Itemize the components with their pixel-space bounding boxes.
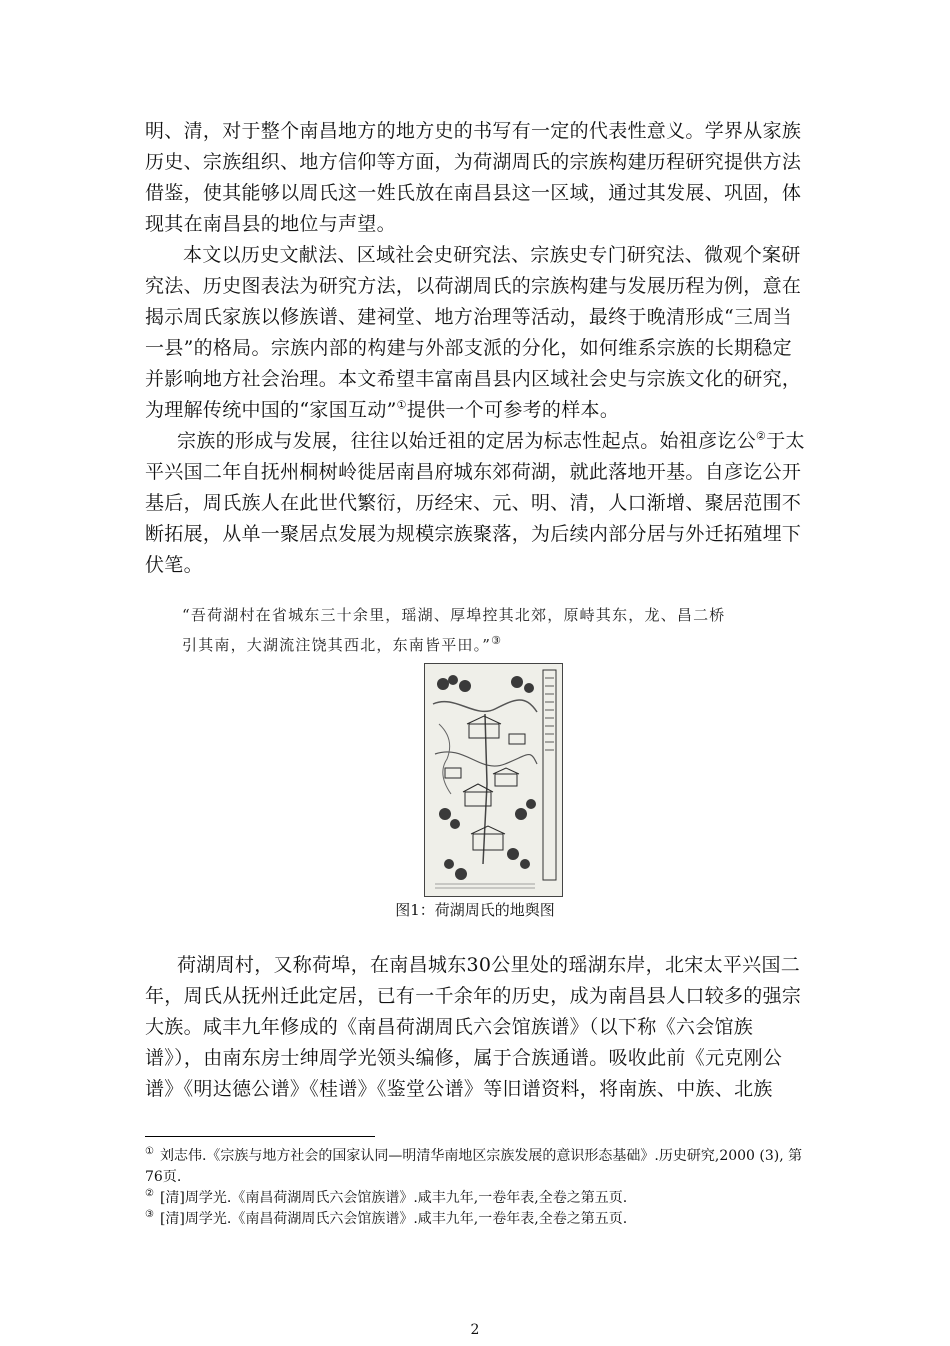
paragraph-3-text-b: 于太平兴国二年自抚州桐树岭徙居南昌府城东郊荷湖，就此落地开基。自彦讫公开基后，周氏族人在此世代繁衍，历经宋、元、明、清，人口渐增、聚居范围不断拓展，从单一聚居点发展为规模宗族聚落，为后续内部分居与外迁拓殖埋下伏笔。 [145,430,805,576]
map-illustration [425,664,562,896]
paragraph-4: 荷湖周村，又称荷埠，在南昌城东30公里处的瑶湖东岸，北宋太平兴国二年，周氏从抚州迁此定居，已有一千余年的历史，成为南昌县人口较多的强宗大族。咸丰九年修成的《南昌荷湖周氏六会馆族谱》（以下称《六会馆族谱》），由南东房士绅周学光领头编修，属于合族通谱。吸收此前《元克刚公谱》《明达德公谱》《桂谱》《鉴堂公谱》等旧谱资料，将南族、中族、北族 [145,954,802,1100]
footnote-separator [145,1136,375,1137]
footnote-1-mark: ① [145,1146,154,1158]
paragraph-3 [145,426,805,581]
quote-line-1: “吾荷湖村在省城东三十余里，瑶湖、厚埠控其北郊，原峙其东，龙、昌二桥 [182,606,726,624]
footnote-1 [145,1146,810,1188]
footnote-ref-3[interactable]: ③ [491,634,503,647]
footnote-2-mark: ② [145,1188,154,1200]
paragraph-1: 明、清，对于整个南昌地方的地方史的书写有一定的代表性意义。学界从家族历史、宗族组织、地方信仰等方面，为荷湖周氏的宗族构建历程研究提供方法借鉴，使其能够以周氏这一姓氏放在南昌县这一区域，通过其发展、巩固，体现其在南昌县的地位与声望。 [145,120,802,235]
footnote-3-mark: ③ [145,1209,154,1221]
village-map-image [424,663,563,897]
paragraph-2-text-a: 本文以历史文献法、区域社会史研究法、宗族史专门研究法、微观个案研究法、历史图表法为研究方法，以荷湖周氏的宗族构建与发展历程为例，意在揭示周氏家族以修族谱、建祠堂、地方治理等活动，最终于晚清形成“三周当一县”的格局。宗族内部的构建与外部支派的分化，如何维系宗族的长期稳定并影响地方社会治理。本文希望丰富南昌县内区域社会史与宗族文化的研究，为理解传统中国的“家国互动” [145,244,802,421]
footnote-2-text: [清]周学光.《南昌荷湖周氏六会馆族谱》.咸丰九年,一卷年表,全卷之第五页. [159,1190,628,1206]
page-number: 2 [470,1322,480,1338]
footnote-ref-1[interactable]: ① [396,398,407,412]
footnote-3-text: [清]周学光.《南昌荷湖周氏六会馆族谱》.咸丰九年,一卷年表,全卷之第五页. [159,1211,628,1227]
figure-caption: 图1：荷湖周氏的地舆图 [395,901,555,919]
footnote-3 [145,1209,810,1230]
paragraph-2-text-b: 提供一个可参考的样本。 [406,399,620,421]
quote-line-2 [182,630,802,660]
footnote-ref-2[interactable]: ② [756,429,767,443]
footnote-2 [145,1188,810,1209]
quote-line-2-text: 引其南，大湖流注饶其西北，东南皆平田。” [182,636,492,654]
block-quote [182,600,802,660]
paragraph-2 [145,240,805,426]
paragraph-3-text-a: 宗族的形成与发展，往往以始迁祖的定居为标志性起点。始祖彦讫公 [177,430,757,452]
footnote-1-text: 刘志伟.《宗族与地方社会的国家认同—明清华南地区宗族发展的意识形态基础》.历史研究,2000 (3), 第76页. [145,1148,803,1185]
